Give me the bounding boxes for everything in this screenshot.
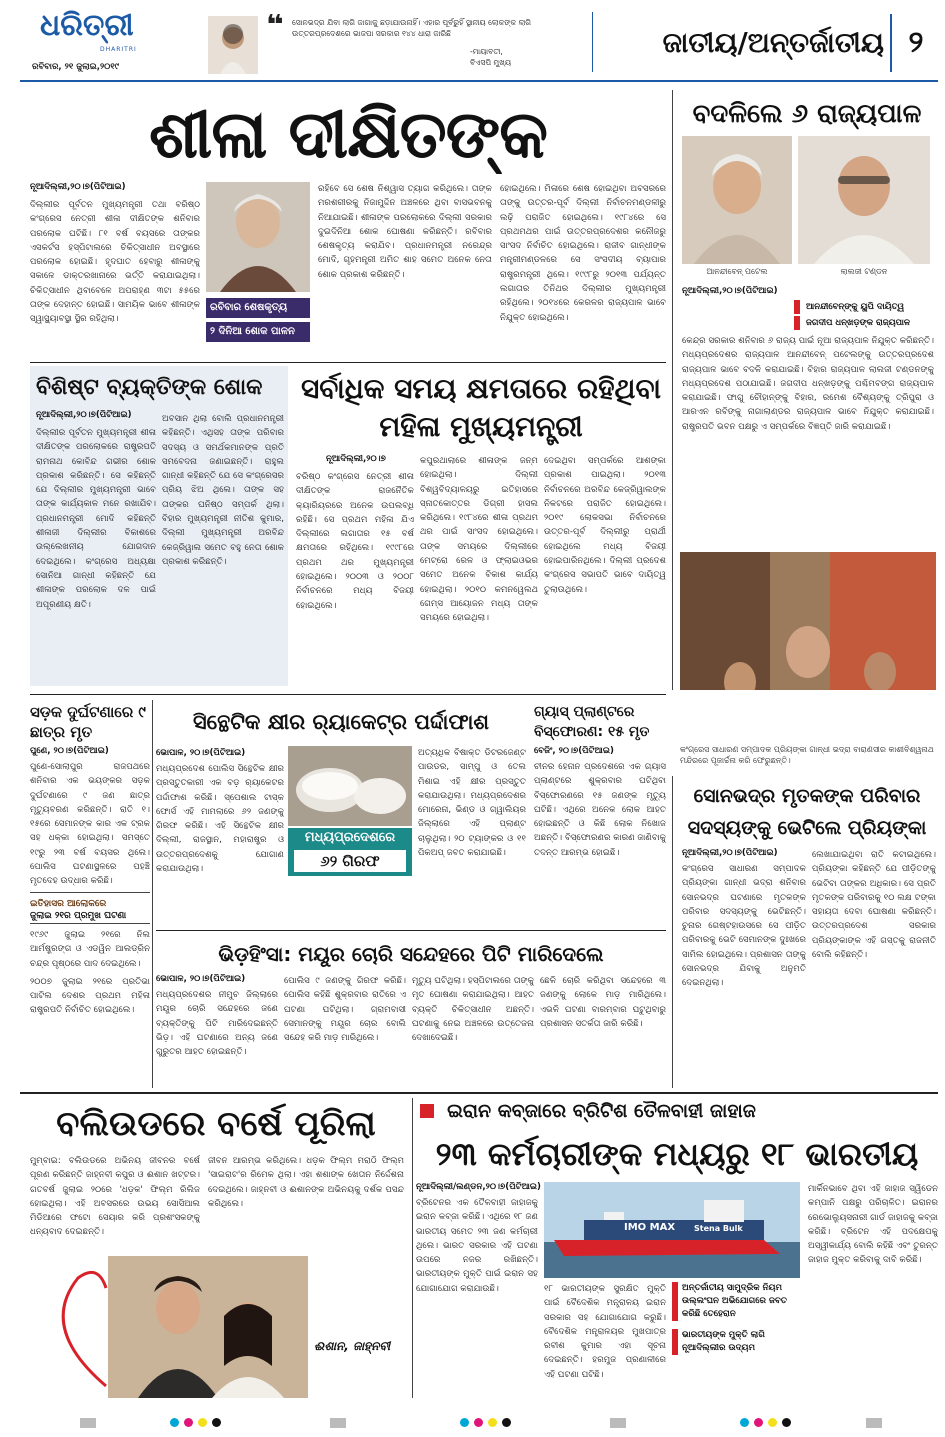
tanker-kicker-text: ଇରାନ କବ୍ଜାରେ ବ୍ରିଟିଶ ତୈଳବାହୀ ଜାହାଜ: [447, 1100, 756, 1122]
milk-badge-line2: ୬୨ ଗିରଫ: [294, 850, 406, 872]
tanker-bullet-2: [672, 1329, 800, 1355]
governor-photo-1: [682, 136, 792, 264]
bollywood-headline-text: ବଲିଉଡରେ ବର୍ଷେ ପୂରିଲା: [56, 1104, 376, 1144]
tanker-story: [416, 1098, 938, 1398]
governors-headline: ବଦଳିଲେ ୬ ରାଜ୍ୟପାଳ: [692, 99, 922, 129]
tanker-bullets: [672, 1282, 800, 1396]
sonbhadra-headline: ସୋନଭଦ୍ର ମୃତକଙ୍କ ପରିବାର ସଦସ୍ୟଙ୍କୁ ଭେଟିଲେ ପ୍ରିୟଙ୍କା: [687, 785, 927, 839]
mob-story: [156, 934, 666, 1088]
governors-tag-1-text: ଆନନ୍ଦୀବେନ୍ଙ୍କୁ ୟୁପି ଦାୟିତ୍ୱ: [806, 302, 905, 312]
ship-brand: Stena Bulk: [694, 1224, 743, 1233]
governor-caption-1: ଆନନ୍ଦୀବେନ୍ ପଟେଲ: [706, 267, 768, 276]
governors-tag-2: [794, 316, 934, 330]
accident-body: ପୁଣେ-ସୋଲାପୁର ରାଜପଥରେ ଶନିବାର ଏକ ଭୟଙ୍କର ସଡ଼କ ଦୁର୍ଘଟଣାରେ ୯ ଜଣ ଛାତ୍ର ମୃତ୍ୟୁବରଣ କରିଛନ୍ତି। ରାତି ୧।୧୫ରେ ସେମାନଙ୍କ କାର ଏକ ଟ୍ରକ ସହ ଧକ୍କା ହୋଇଥିଲା। ସମସ୍ତେ ୧୯ରୁ ୨୩ ବର୍ଷ ବୟସର ଥିଲେ। ପୋଲିସ ଘଟଣାସ୍ଥଳରେ ପହଞ୍ଚି ମୃତଦେହ ଉଦ୍ଧାର କରିଛି।: [30, 762, 150, 887]
condolence-headline: ବିଶିଷ୍ଟ ବ୍ୟକ୍ତିଙ୍କ ଶୋକ: [36, 375, 263, 400]
lead-tag-mourning-text: ୨ ଦିନିଆ ଶୋକ ପାଳନ: [210, 326, 295, 337]
governors-dateline: ନୂଆଦିଲ୍ଲୀ,୨୦।୭(ପିଟିଆଇ): [682, 286, 778, 296]
gas-body: ଚୀନର ହେନାନ ପ୍ରଦେଶରେ ଏକ ଗ୍ୟାସ ପ୍ଲାଣ୍ଟରେ ଶୁକ୍ରବାର ଘଟିଥିବା ବିସ୍ଫୋରଣରେ ୧୫ ଜଣଙ୍କ ମୃତ୍ୟୁ ଘଟିଛି। ଏଥିରେ ଅନେକ ଲୋକ ଆହତ ହୋଇଛନ୍ତି ଓ କିଛି ଲୋକ ନିଖୋଜ ଅଛନ୍ତି। ବିସ୍ଫୋରଣର କାରଣ ଜାଣିବାକୁ ତଦନ୍ତ ଆରମ୍ଭ ହୋଇଛି।: [534, 762, 666, 858]
quote-author-photo: [208, 16, 258, 74]
section-title: ଜାତୀୟ/ଅନ୍ତର୍ଜାତୀୟ: [662, 26, 884, 59]
gas-dateline: ବେଜିଂ, ୨୦।୭(ପିଟିଆଇ): [534, 746, 614, 756]
milk-headline: ସିନ୍ଥେଟିକ କ୍ଷୀର ର‌୍ୟାକେଟ୍‌ର ପର୍ଦ୍ଦାଫାଶ: [192, 710, 490, 734]
mob-headline: ଭିଡ଼ହିଂସା: ମୟୂର ଚୋରି ସନ୍ଦେହରେ ପିଟି ମାରିଦେଲେ: [218, 942, 604, 966]
milk-badge-line1: ମଧ୍ୟପ୍ରଦେଶରେ: [304, 830, 396, 845]
milk-badge: [288, 828, 412, 876]
cm-col1: ବରିଷ୍ଠ କଂଗ୍ରେସ ନେତ୍ରୀ ଶୀଳା ଦୀକ୍ଷିତଙ୍କ ରାଜନୈତିକ କ୍ୟାରିୟରରେ ଅନେକ ଉପଲବ୍ଧି ରହିଛି। ସେ ପ୍ରଥମ ମହିଳା ଯିଏ ଦିଲ୍ଲୀରେ ଲଗାତାର ୧୫ ବର୍ଷ କ୍ଷମତାରେ ରହିଥିଲେ। ୧୯୯୮ରେ ପ୍ରଥମ ଥର ମୁଖ୍ୟମନ୍ତ୍ରୀ ହୋଇଥିଲେ। ୨୦୦୩ ଓ ୨୦୦୮ ନିର୍ବାଚନରେ ମଧ୍ୟ ବିଜୟୀ ହୋଇଥିଲେ।: [296, 472, 414, 611]
tanker-photo: [544, 1182, 800, 1278]
masthead: [0, 0, 945, 88]
logo: [40, 6, 160, 56]
condolence-story: [30, 366, 288, 686]
tanker-kicker: [416, 1100, 938, 1130]
governor-caption-2: ଲାଲଜୀ ଟଣ୍ଡନ: [840, 267, 888, 276]
tanker-dateline: ନୂଆଦିଲ୍ଲୀ/ଲଣ୍ଡନ,୨୦।୭(ପିଟିଆଇ): [416, 1182, 541, 1192]
milk-story: [156, 700, 526, 930]
tanker-col3: ମାର୍କିନଭାବେ ଥିବା ଏହି ଜାହାଜ ସ୍ୱିଡେନ କମ୍ପାନି ପକ୍ଷରୁ ପରିଚାଳିତ। ଇରାନର ରେଭୋଲ୍ୟୁସନାରୀ ଗାର୍ଡ ଜାହାଜକୁ କବ୍ଜା କରିଛି। ବ୍ରିଟେନ ଏହି ପଦକ୍ଷେପକୁ ଅସ୍ୱୀକାର୍ଯ୍ୟ ବୋଲି କହିଛି ଏବଂ ତୁରନ୍ତ ଜାହାଜ ମୁକ୍ତ କରିବାକୁ ଦାବି କରିଛି।: [808, 1184, 938, 1266]
lead-col3: ହୋଇଥିଲେ। ମିଳାରେ ଶେଷ ହୋଇଥିବା ଅବସରରେ ତାଙ୍କୁ ଉତ୍ତର-ପୂର୍ବ ଦିଲ୍ଲୀ ନିର୍ବାଚନମଣ୍ଡଳୀରୁ ଲଢ଼ି ପରାଜିତ ହୋଇଥିଲେ। ୧୯୮୪ରେ ସେ ପ୍ରଥମଥର ପାଇଁ ଉତ୍ତରପ୍ରଦେଶର କନୌଜରୁ ସାଂସଦ ନିର୍ବାଚିତ ହୋଇଥିଲେ। ରାଜୀବ ଗାନ୍ଧୀଙ୍କ ମନ୍ତ୍ରୀମଣ୍ଡଳରେ ସେ ସଂସଦୀୟ ବ୍ୟାପାର ରାଷ୍ଟ୍ରମନ୍ତ୍ରୀ ଥିଲେ। ୧୯୯୮ରୁ ୨୦୧୩ ପର୍ଯ୍ୟନ୍ତ ଲଗାତାର ତିନିଥର ଦିଲ୍ଲୀର ମୁଖ୍ୟମନ୍ତ୍ରୀ ରହିଥିଲେ। ୨୦୧୪ରେ କେରଳର ରାଜ୍ୟପାଳ ଭାବେ ନିଯୁକ୍ତ ହୋଇଥିଲେ।: [500, 184, 666, 323]
bollywood-photo: [108, 1256, 308, 1398]
tanker-col1: ବ୍ରିଟେନର ଏକ ତୈଳବାହୀ ଜାହାଜକୁ ଇରାନ କବ୍ଜା କରିଛି। ଏଥିରେ ୧୮ ଜଣ ଭାରତୀୟ ସମେତ ୨୩ ଜଣ କର୍ମଚାରୀ ଥିଲେ। ଭାରତ ସରକାର ଏହି ଘଟଣା ଉପରେ ନଜର ରଖିଛନ୍ତି। ଭାରତୀୟଙ୍କ ମୁକ୍ତି ପାଇଁ ଇରାନ ସହ ଯୋଗାଯୋଗ କରାଯାଉଛି।: [416, 1198, 538, 1294]
page-number: ୨: [908, 25, 924, 60]
mob-col4: ଛେଳି ଚୋରି କରିଥିବା ସନ୍ଦେହରେ ୩ ଜଣଙ୍କୁ ଲୋକେ ମାଡ଼ ମାରିଥିଲେ। ଏଭଳି ଘଟଣା ବାରମ୍ବାର ଘଟୁଥିବାରୁ ପ୍ରଶାସନ ସତର୍କତା ଜାରି କରିଛି।: [540, 976, 666, 1029]
masthead-date: ରବିବାର, ୨୧ ଜୁଲାଇ,୨୦୧୯: [32, 62, 119, 72]
milk-col1b: ଅତ୍ୟଧିକ ବିଷାକ୍ତ ଡିଟରଜେଣ୍ଟ ପାଉଡର, ସାମ୍ପୁ ଓ ତେଲ ମିଶାଇ ଏହି କ୍ଷୀର ପ୍ରସ୍ତୁତ କରାଯାଉଥିଲା। ମଧ୍ୟପ୍ରଦେଶର ମୋରେନା, ଭିଣ୍ଡ ଓ ଗ୍ୱାଲିୟର ଜିଲ୍ଲାରେ ଏହି ପ୍ଲାଣ୍ଟ ଚାଲୁଥିଲା। ୨୦ ଟ୍ୟାଙ୍କର ଓ ୧୧ ପିକଅପ୍ ଜବତ କରାଯାଇଛି।: [418, 748, 526, 859]
cm-dateline: ନୂଆଦିଲ୍ଲୀ,୨୦।୭: [326, 454, 386, 464]
governors-tag-1: [794, 300, 934, 314]
mob-col3: ମୃତ୍ୟୁ ଘଟିଥିଲା। ହସ୍ପିଟାଲରେ ତାଙ୍କୁ ମୃତ ଘୋଷଣା କରାଯାଇଥିଲା। ଆହତ ବ୍ୟକ୍ତି ଚିକିତ୍ସାଧୀନ ଅଛନ୍ତି। ଘଟଣାକୁ ନେଇ ଅଞ୍ଚଳରେ ଉତ୍ତେଜନା ଦେଖାଦେଇଛି।: [412, 976, 534, 1044]
accident-headline: ସଡ଼କ ଦୁର୍ଘଟଣାରେ ୯ ଛାତ୍ର ମୃତ: [30, 703, 146, 741]
tanker-col2: ୧୮ ଭାରତୀୟଙ୍କ ସୁରକ୍ଷିତ ମୁକ୍ତି ପାଇଁ ବୈଦେଶିକ ମନ୍ତ୍ରାଳୟ ଇରାନ ସରକାର ସହ ଯୋଗାଯୋଗ କରୁଛି। ବୈଦେଶିକ ମନ୍ତ୍ରାଳୟର ମୁଖପାତ୍ର ରବୀଶ କୁମାର ଏହା ସୂଚନା ଦେଇଛନ୍ତି। ହରମୁଜ ପ୍ରଣାଳୀରେ ଏହି ଘଟଣା ଘଟିଛି।: [544, 1284, 666, 1380]
lead-headline: ଶୀଳା ଦୀକ୍ଷିତଙ୍କ: [148, 96, 548, 173]
gas-story: [534, 700, 666, 930]
bollywood-story: [24, 1098, 408, 1398]
quote-text: ସୋନଭଦ୍ର ଯିବା ଲାଗି ଜାଗାକୁ ଛଡ଼ାଯାଉନାହିଁ। ଏହାର ପୂର୍ବରୁହିଁ ସ୍ଥାନୀୟ ଲୋକଙ୍କ ଲାଗି ଉତ୍ତରପ୍ରଦେଶରେ ଭାଜପା ସରକାର ୧୪୪ ଧାରା ଜାରିଛି: [292, 18, 532, 38]
condolence-col1: ଦିଲ୍ଲୀର ପୂର୍ବତନ ମୁଖ୍ୟମନ୍ତ୍ରୀ ଶୀଳା ଦୀକ୍ଷିତଙ୍କ ପରଲୋକରେ ରାଷ୍ଟ୍ରପତି ରାମନାଥ କୋବିନ୍ଦ ଗଭୀର ଶୋକ ପ୍ରକାଶ କରିଛନ୍ତି। ସେ କହିଛନ୍ତି ଯେ ଦିଲ୍ଲୀର ମୁଖ୍ୟମନ୍ତ୍ରୀ ଭାବେ ତାଙ୍କ କାର୍ଯ୍ୟକାଳ ମନେ ରଖାଯିବ। ପ୍ରଧାନମନ୍ତ୍ରୀ ମୋଦି କହିଛନ୍ତି ଶୀଳାଜୀ ଦିଲ୍ଲୀର ବିକାଶରେ ଉଲ୍ଲେଖନୀୟ ଯୋଗଦାନ ଦେଇଥିଲେ। କଂଗ୍ରେସ ଅଧ୍ୟକ୍ଷା ସୋନିଆ ଗାନ୍ଧୀ କହିଛନ୍ତି ଯେ ଶୀଳାଙ୍କ ପରଲୋକ ଦଳ ପାଇଁ ଅପୂରଣୀୟ କ୍ଷତି।: [36, 428, 156, 610]
cm-story: [296, 366, 666, 686]
lead-col1: ଦିଲ୍ଲୀର ପୂର୍ବତନ ମୁଖ୍ୟମନ୍ତ୍ରୀ ତଥା ବରିଷ୍ଠ କଂଗ୍ରେସ ନେତ୍ରୀ ଶୀଳା ଦୀକ୍ଷିତଙ୍କ ଶନିବାର ପରଲୋକ ଘଟିଛି। ୮୧ ବର୍ଷ ବୟସରେ ତାଙ୍କର ଏସକର୍ଟସ ହସ୍ପିଟାଲରେ ଚିକିତ୍ସାଧୀନ ଅବସ୍ଥାରେ ପରଲୋକ ହୋଇଛି। ହୃଦଘାତ ହେବାରୁ ଶୀଳାଙ୍କୁ ସକାଳେ ଡାକ୍ତରଖାନାରେ ଭର୍ତ୍ତି କରାଯାଇଥିଲା। ଚିକିତ୍ସାଧୀନ ଥିବାବେଳେ ଅପରାହ୍ଣ ୩ଟା ୫୫ରେ ତାଙ୍କ ଦେହାନ୍ତ ହୋଇଛି। ସାମୟିକ ଭାବେ ଶୀଳାଙ୍କ ସ୍ୱାସ୍ଥ୍ୟାବସ୍ଥା ସ୍ଥିର ରହିଥିଲା।: [30, 200, 200, 325]
bollywood-col2: ଜୀବନ ଆରମ୍ଭ କରିଥିଲେ। ଧଡ଼କ ଫିଲ୍ମ ମରାଠି ଫିଲ୍ମ 'ସାଇରାଟ'ର ରିମେକ ଥିଲା। ଏହା ଶଶାଙ୍କ ଖେତାନ ନିର୍ଦ୍ଦେଶନା ଦେଇଥିଲେ। ଜାହ୍ନବୀ ଓ ଈଶାନଙ୍କ ଅଭିନୟକୁ ଦର୍ଶକ ପସନ୍ଦ କରିଥିଲେ।: [208, 1156, 404, 1209]
mob-dateline: ଭୋପାଳ, ୨୦।୭(ପିଟିଆଇ): [156, 974, 246, 984]
tanker-bullet-1: [672, 1282, 800, 1321]
lead-col2: ରହିବେ ସେ ଶେଷ ନିଶ୍ୱାସ ତ୍ୟାଗ କରିଥିଲେ। ତାଙ୍କ ମରଶରୀରକୁ ନିଜାମୁଦ୍ଦିନ ଅଞ୍ଚଳରେ ଥିବା ବାସଭବନକୁ ନିଆଯାଇଛି। ଶୀଳାଙ୍କ ପରଲୋକରେ ଦିଲ୍ଲୀ ସରକାର ଦୁଇଦିନିଆ ଶୋକ ଘୋଷଣା କରିଛନ୍ତି। ରବିବାର ଶେଷକୃତ୍ୟ କରାଯିବ। ପ୍ରଧାନମନ୍ତ୍ରୀ ନରେନ୍ଦ୍ର ମୋଦି, ଗୃହମନ୍ତ୍ରୀ ଅମିତ ଶାହ ସମେତ ଅନେକ ନେତା ଶୋକ ପ୍ରକାଶ କରିଛନ୍ତି।: [318, 184, 492, 280]
cm-col2: କପୁରଥାଲାରେ ଶୀଳାଙ୍କ ଜନ୍ମ ହୋଇଥିଲା। ଦିଲ୍ଲୀ ବିଶ୍ୱବିଦ୍ୟାଳୟରୁ ଇତିହାସରେ ସ୍ନାତକୋତ୍ତର ଡିଗ୍ରୀ ହାସଲ କରିଥିଲେ। ୧୯୮୪ରେ ଶୀଳା ପ୍ରଥମ ଥର ପାଇଁ ସାଂସଦ ହୋଇଥିଲେ। ତାଙ୍କ ସମୟରେ ଦିଲ୍ଲୀରେ ମେଟ୍ରୋ ରେଳ ଓ ଫ୍ଲାଇଓଭର ସମେତ ଅନେକ ବିକାଶ କାର୍ଯ୍ୟ ହୋଇଥିଲା। ୨୦୧୦ କମନୱେଲଥ ଗେମ୍ସ ଆୟୋଜନ ମଧ୍ୟ ତାଙ୍କ ସମୟରେ ହୋଇଥିଲା।: [420, 456, 538, 624]
tanker-bullet-2-text: ଭାରତୀୟଙ୍କ ମୁକ୍ତି ଲାଗି ନୂଆଦିଲ୍ଲୀର ଉଦ୍ୟମ: [682, 1330, 765, 1353]
bollywood-col1: ମୁମ୍ବାଇ: ବଲିଉଡରେ ଅଭିନୟ ଜୀବନର ବର୍ଷେ ପୂରଣ କରିଛନ୍ତି ଜାହ୍ନବୀ କପୁର ଓ ଈଶାନ ଖଟ୍ଟର। ଗତବର୍ଷ ଜୁଲାଇ ୨୦ରେ 'ଧଡ଼କ' ଫିଲ୍ମ ରିଲିଜ ହୋଇଥିଲା। ଏହି ଅବସରରେ ଉଭୟ ସୋସିଆଲ ମିଡିଆରେ ଫଟୋ ସେୟାର କରି ପ୍ରଶଂସକଙ୍କୁ ଧନ୍ୟବାଦ ଦେଇଛନ୍ତି।: [30, 1156, 200, 1238]
history-item-2: ୨୦୦୭ ଜୁଲାଇ ୨୧ରେ ପ୍ରତିଭା ପାଟିଲ ଦେଶର ପ୍ରଥମ ମହିଳା ରାଷ୍ଟ୍ରପତି ନିର୍ବାଚିତ ହୋଇଥିଲେ।: [30, 976, 150, 1016]
red-square-icon: [420, 1104, 434, 1118]
mob-col2: ପୋଲିସ ୯ ଜଣଙ୍କୁ ଗିରଫ କରିଛି। ପୋଲିସ କହିଛି ଶୁକ୍ରବାର ରାତିରେ ଏ ଘଟଣା ଘଟିଥିଲା। ଗ୍ରାମବାସୀ ସେମାନଙ୍କୁ ମୟୂର ଚୋର ବୋଲି ସନ୍ଦେହ କରି ମାଡ଼ ମାରିଥିଲେ।: [284, 976, 406, 1044]
tanker-headline: ୨୩ କର୍ମଚାରୀଙ୍କ ମଧ୍ୟରୁ ୧୮ ଭାରତୀୟ: [435, 1135, 919, 1173]
bollywood-headline: [24, 1098, 408, 1150]
quote-author-role: ବିଏସପି ମୁଖ୍ୟ: [470, 58, 512, 67]
tanker-bullet-1-text: ଅନ୍ତର୍ଜାତୀୟ ସାମୁଦ୍ରିକ ନିୟମ ଉଲ୍ଲଂଘନ ଅଭିଯୋଗରେ ଜବତ କରିଛି ତେହେରାନ: [682, 1283, 787, 1319]
milk-photo: [288, 746, 412, 826]
print-color-marks: [0, 1412, 945, 1436]
history-date: ଜୁଲାଇ ୨୧ର ପ୍ରମୁଖ ଘଟଣା: [30, 911, 150, 924]
gas-headline: ଗ୍ୟାସ୍ ପ୍ଲାଣ୍ଟରେ ବିସ୍ଫୋରଣ: ୧୫ ମୃତ: [534, 704, 650, 740]
milk-col1: ମଧ୍ୟପ୍ରଦେଶ ପୋଲିସ ସିନ୍ଥେଟିକ କ୍ଷୀର ପ୍ରସ୍ତୁତକାରୀ ଏକ ବଡ଼ ର‌୍ୟାକେଟର ପର୍ଦ୍ଦାଫାଶ କରିଛି। ସ୍ପେଶାଲ ଟାସ୍କ ଫୋର୍ସ ଏହି ମାମଲାରେ ୬୨ ଜଣଙ୍କୁ ଗିରଫ କରିଛି। ଏହି ସିନ୍ଥେଟିକ କ୍ଷୀର ଦିଲ୍ଲୀ, ରାଜସ୍ଥାନ, ମହାରାଷ୍ଟ୍ର ଓ ଉତ୍ତରପ୍ରଦେଶକୁ ଯୋଗାଣ କରାଯାଉଥିଲା।: [156, 764, 284, 875]
lead-tag-funeral-text: ରବିବାର ଶେଷକୃତ୍ୟ: [210, 302, 288, 313]
milk-dateline: ଭୋପାଳ, ୨୦।୭(ପିଟିଆଇ): [156, 748, 246, 758]
bollywood-caption: ଈଶାନ, ଜାହ୍ନବୀ: [314, 1339, 391, 1353]
lead-tag-funeral: [206, 298, 310, 318]
lead-tag-mourning: [206, 322, 310, 342]
history-item-1: ୧୯୬୯ ଜୁଲାଇ ୨୧ରେ ନିଲ ଆର୍ମଷ୍ଟ୍ରଙ୍ଗ ଓ ଏଡୱିନ ଆଲଡ୍ରିନ ଚନ୍ଦ୍ର ପୃଷ୍ଠରେ ପାଦ ଦେଇଥିଲେ।: [30, 930, 150, 969]
governors-tag-2-text: ଜଗଦୀପ ଧନ୍ଖଡ଼ଙ୍କ ରାଜ୍ୟପାଳ: [806, 318, 911, 328]
sonbhadra-dateline: ନୂଆଦିଲ୍ଲୀ,୨୦।୭(ପିଟିଆଇ): [682, 848, 778, 858]
heart-shape: [48, 1268, 108, 1388]
lead-story: [30, 90, 666, 360]
accident-story: [30, 700, 150, 1088]
logo-subtext: DHARITRI: [100, 46, 137, 53]
sonbhadra-col2: ଲେଖାଯାଇଥିବା ରାତି କଟାଇଥିଲେ। ପ୍ରିୟଙ୍କା କହିଛନ୍ତି ଯେ ପୀଡ଼ିତଙ୍କୁ ଭେଟିବା ତାଙ୍କର ଅଧିକାର। ସେ ପ୍ରତି ମୃତକଙ୍କ ପରିବାରକୁ ୧୦ ଲକ୍ଷ ଟଙ୍କା ସହାୟତା ଦେବା ଘୋଷଣା କରିଛନ୍ତି। ଉତ୍ତରପ୍ରଦେଶ ସରକାର ପ୍ରିୟଙ୍କାଙ୍କ ଏହି ଗସ୍ତକୁ ରାଜନୀତି ବୋଲି କହିଛନ୍ତି।: [812, 850, 936, 961]
priyanka-photo: [680, 552, 936, 690]
condolence-dateline: ନୂଆଦିଲ୍ଲୀ,୨୦।୭(ପିଟିଆଇ): [36, 410, 132, 420]
sonbhadra-col1: କଂଗ୍ରେସ ସାଧାରଣ ସମ୍ପାଦକ ପ୍ରିୟଙ୍କା ଗାନ୍ଧୀ ଭଦ୍ରା ଶନିବାର ସୋନଭଦ୍ର ଘଟଣାରେ ମୃତକଙ୍କ ପରିବାର ସଦସ୍ୟଙ୍କୁ ଭେଟିଛନ୍ତି। ଚୁନାର ଗେଷ୍ଟହାଉସରେ ସେ ପୀଡ଼ିତ ପରିବାରକୁ ଭେଟି ସେମାନଙ୍କ ଦୁଃଖରେ ସାମିଲ ହୋଇଥିଲେ। ପ୍ରଶାସନ ତାଙ୍କୁ ସୋନଭଦ୍ର ଯିବାକୁ ଅନୁମତି ଦେଇନଥିଲା।: [682, 864, 806, 989]
accident-dateline: ପୁଣେ, ୨୦।୭(ପିଟିଆଇ): [30, 746, 109, 756]
quote-author: -ମାୟାବତୀ,: [470, 47, 503, 56]
governors-story: [676, 90, 938, 690]
lead-dateline: ନୂଆଦିଲ୍ଲୀ,୨୦।୭(ପିଟିଆଇ): [30, 182, 126, 192]
lead-photo: [206, 182, 310, 292]
ship-name: IMO MAX: [624, 1222, 676, 1233]
mob-col1: ମଧ୍ୟପ୍ରଦେଶର ନୀମୁଚ ଜିଲ୍ଲାରେ ମୟୂର ଚୋରି ସନ୍ଦେହରେ ଜଣେ ବ୍ୟକ୍ତିଙ୍କୁ ପିଟି ମାରିଦେଇଛନ୍ତି ଭିଡ଼। ଏହି ଘଟଣାରେ ଅନ୍ୟ ଜଣେ ଗୁରୁତର ଆହତ ହୋଇଛନ୍ତି।: [156, 990, 278, 1058]
cm-col3: ଦେଇଥିବା ସମ୍ପର୍କରେ ଆଶଙ୍କା ପ୍ରକାଶ ପାଇଥିଲା। ୨୦୧୩ ନିର୍ବାଚନରେ ଅରବିନ୍ଦ କେଜ୍ରିୱାଲଙ୍କ ନିକଟରେ ପରାଜିତ ହୋଇଥିଲେ। ୨୦୧୯ ଲୋକସଭା ନିର୍ବାଚନରେ ଉତ୍ତର-ପୂର୍ବ ଦିଲ୍ଲୀରୁ ପ୍ରାର୍ଥୀ ହୋଇଥିଲେ ମଧ୍ୟ ବିଜୟୀ ହୋଇପାରିନଥିଲେ। ଦିଲ୍ଲୀ ପ୍ରଦେଶ କଂଗ୍ରେସ ସଭାପତି ଭାବେ ଦାୟିତ୍ୱ ତୁଲାଉଥିଲେ।: [544, 456, 666, 595]
priyanka-photo-caption: କଂଗ୍ରେସ ସାଧାରଣ ସମ୍ପାଦକ ପ୍ରିୟଙ୍କା ଗାନ୍ଧୀ ଭଦ୍ରା ବାରାଣସୀର କାଶୀବିଶ୍ୱନାଥ ମନ୍ଦିରରେ ପୂଜାର୍ଚ୍ଚନା କରି ଫେରୁଛନ୍ତି।: [680, 745, 934, 765]
quote-icon: ❝: [266, 14, 284, 34]
history-box: [30, 892, 150, 1088]
governors-body: କେନ୍ଦ୍ର ସରକାର ଶନିବାର ୬ ରାଜ୍ୟ ପାଇଁ ନୂଆ ରାଜ୍ୟପାଳ ନିଯୁକ୍ତ କରିଛନ୍ତି। ମଧ୍ୟପ୍ରଦେଶର ରାଜ୍ୟପାଳ ଆନନ୍ଦୀବେନ୍ ପଟେଲଙ୍କୁ ଉତ୍ତରପ୍ରଦେଶ ରାଜ୍ୟପାଳ ଭାବେ ବଦଳି କରାଯାଇଛି। ବିହାର ରାଜ୍ୟପାଳ ଲାଲଜୀ ଟଣ୍ଡନଙ୍କୁ ମଧ୍ୟପ୍ରଦେଶ ପଠାଯାଇଛି। ଜଗଦୀପ ଧନ୍ଖଡ଼ଙ୍କୁ ପଶ୍ଚିମବଙ୍ଗ ରାଜ୍ୟପାଳ କରାଯାଇଛି। ଫାଗୁ ଚୌହାନ୍ଙ୍କୁ ବିହାର, ରମେଶ ବୈଶ୍ୟଙ୍କୁ ତ୍ରିପୁରା ଓ ଆରଏନ ରବିଙ୍କୁ ନାଗାଲାଣ୍ଡର ରାଜ୍ୟପାଳ ଭାବେ ନିଯୁକ୍ତ କରାଯାଇଛି। ରାଷ୍ଟ୍ରପତି ଭବନ ପକ୍ଷରୁ ଏ ସମ୍ପର୍କରେ ବିଜ୍ଞପ୍ତି ଜାରି କରାଯାଇଛି।: [682, 336, 934, 432]
governor-photo-2: [798, 136, 930, 264]
cm-headline: ସର୍ବାଧିକ ସମୟ କ୍ଷମତାରେ ରହିଥିବା ମହିଳା ମୁଖ୍ୟମନ୍ତ୍ରୀ: [301, 372, 661, 443]
sonbhadra-story: [676, 776, 938, 1088]
history-logo: ଇତିହାସର ଆଲୋକରେ: [30, 899, 107, 909]
condolence-col2: ଅବସାନ ଥିଲା ବୋଲି ପ୍ରଧାନମନ୍ତ୍ରୀ କହିଛନ୍ତି। ଏଥିସହ ତାଙ୍କ ପରିବାର ସଦସ୍ୟ ଓ ସମର୍ଥକମାନଙ୍କ ପ୍ରତି ସମବେଦନା ଜଣାଇଛନ୍ତି। ରାହୁଲ ଗାନ୍ଧୀ କହିଛନ୍ତି ଯେ ସେ କଂଗ୍ରେସର ପ୍ରିୟ ଝିଅ ଥିଲେ। ତାଙ୍କ ସହ ତାଙ୍କର ଘନିଷ୍ଠ ସମ୍ପର୍କ ଥିଲା। ବିହାର ମୁଖ୍ୟମନ୍ତ୍ରୀ ନୀତିଶ କୁମାର, ଦିଲ୍ଲୀ ମୁଖ୍ୟମନ୍ତ୍ରୀ ଅରବିନ୍ଦ କେଜ୍ରିୱାଲ ସମେତ ବହୁ ନେତା ଶୋକ ପ୍ରକାଶ କରିଛନ୍ତି।: [162, 414, 284, 567]
logo-text: ଧରିତ୍ରୀ: [40, 8, 134, 43]
